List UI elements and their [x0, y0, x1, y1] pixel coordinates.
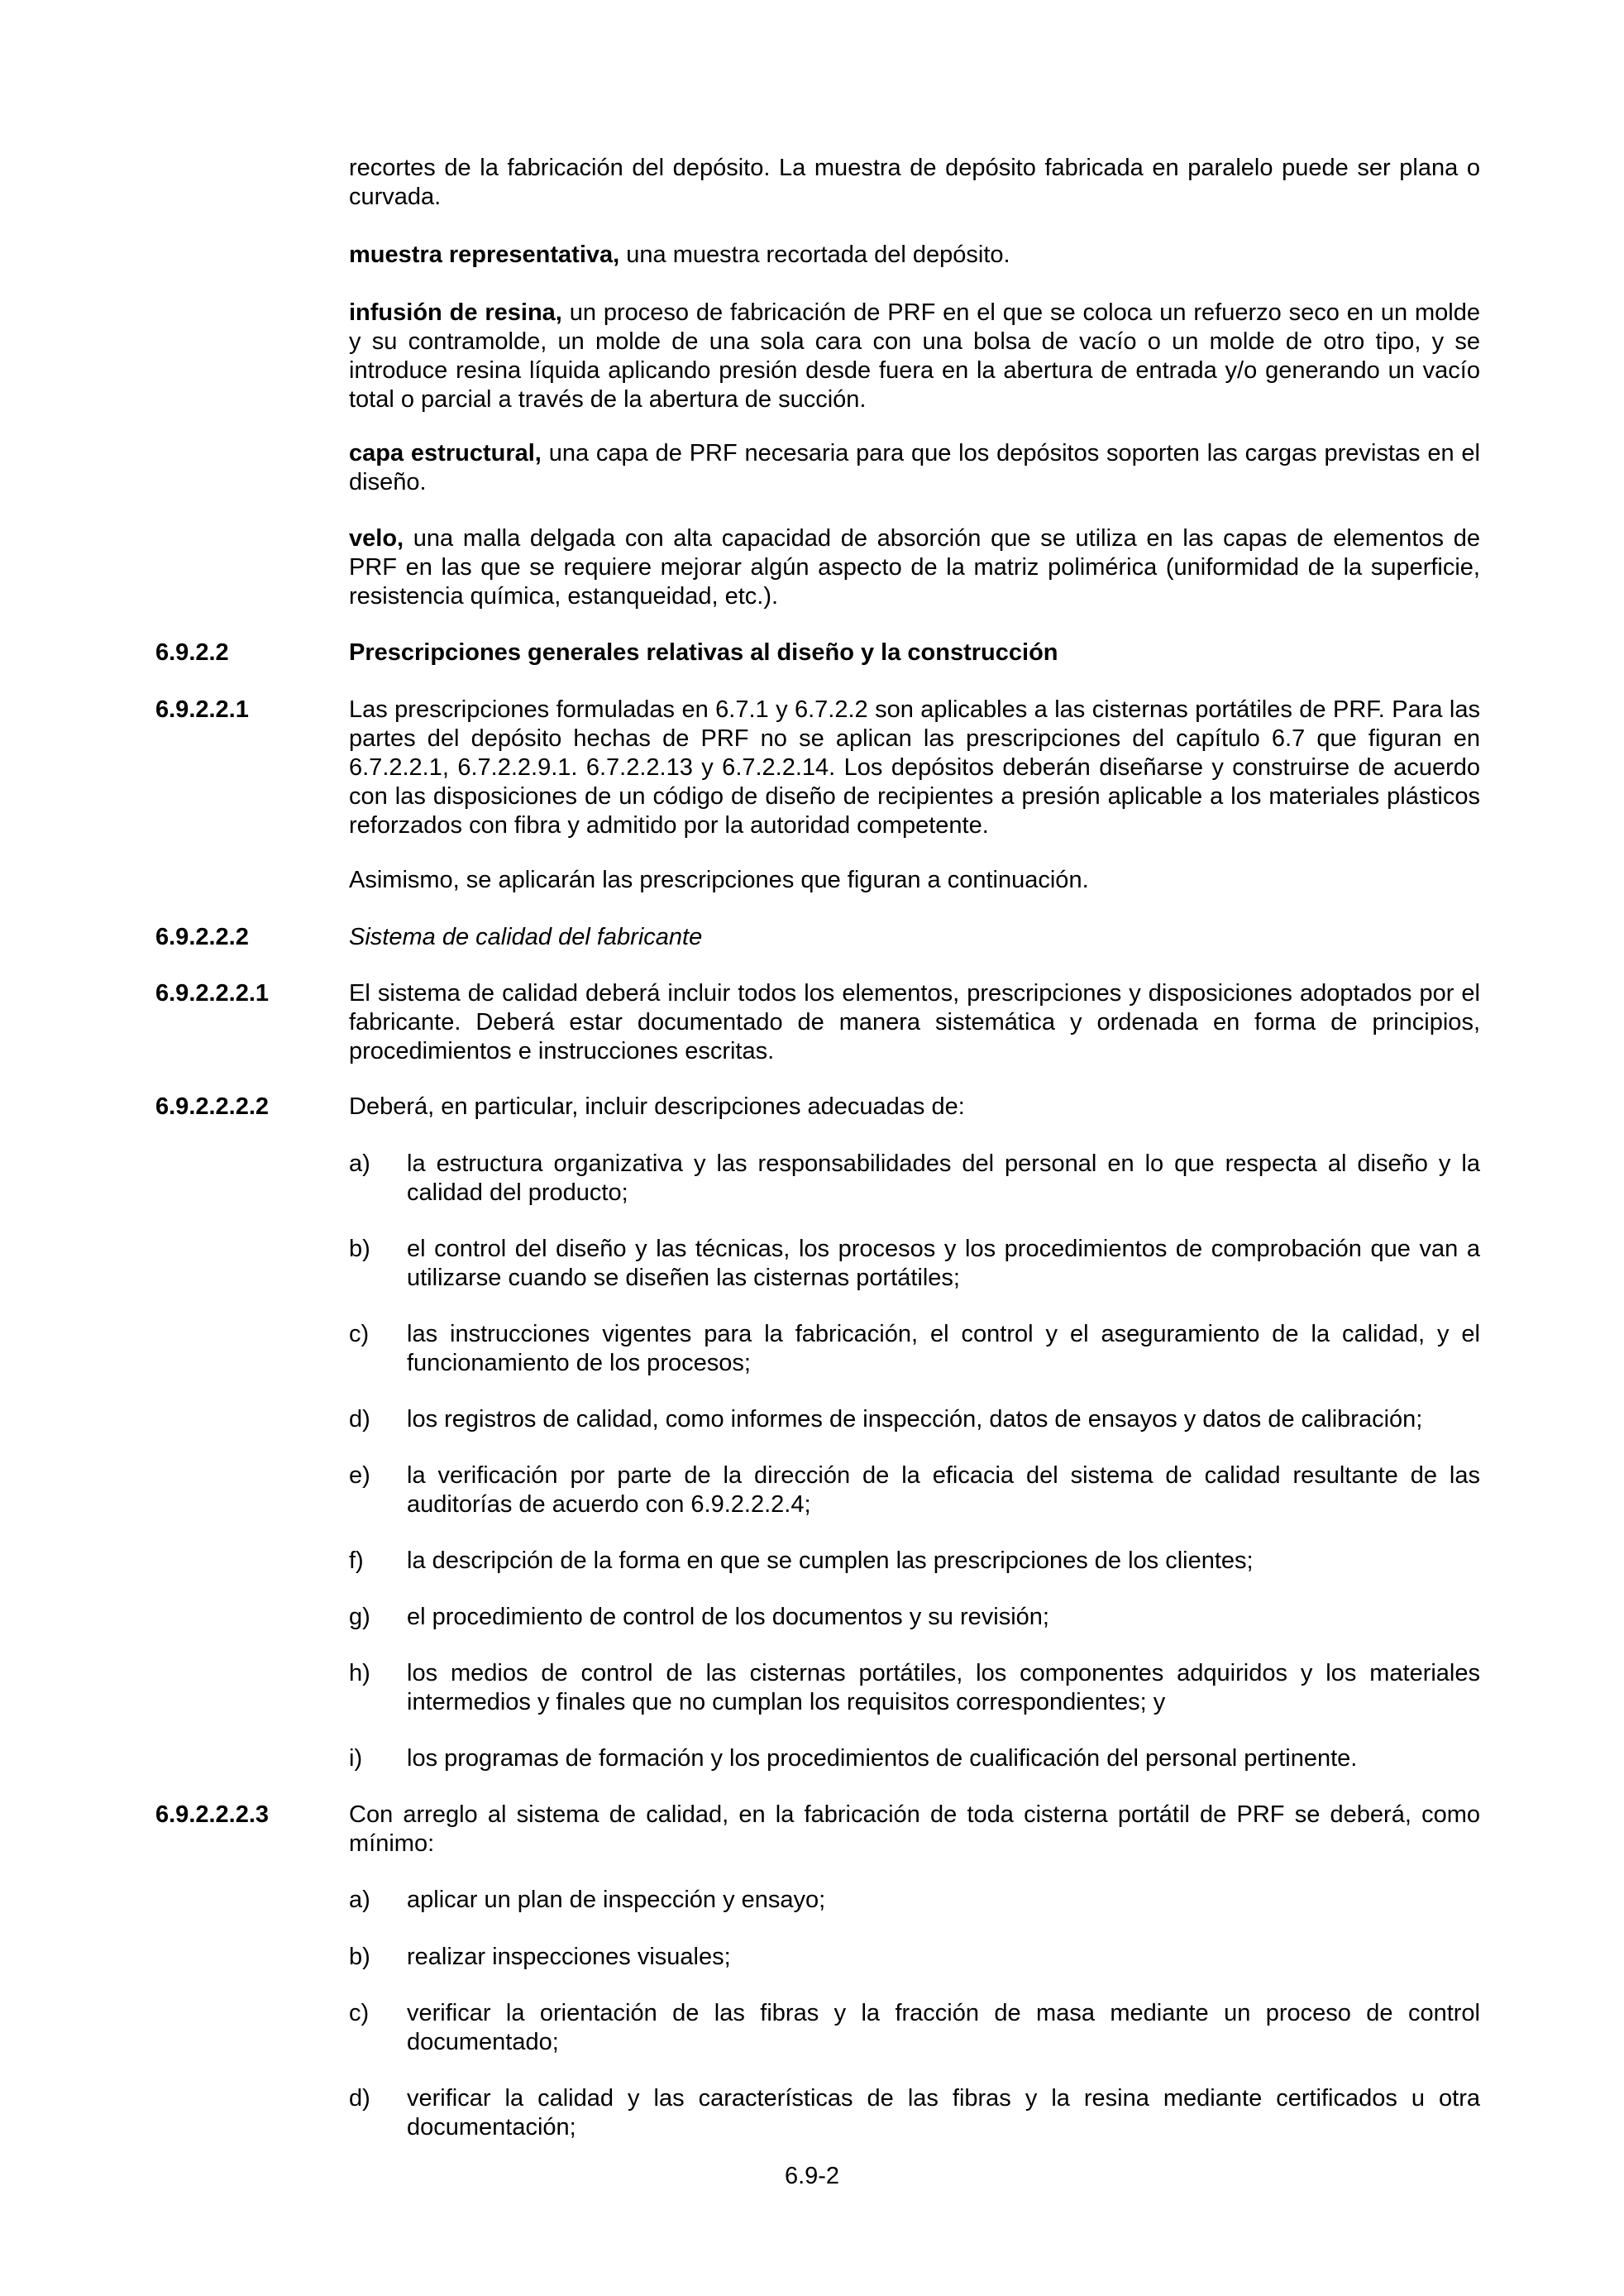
page-number: 6.9-2	[784, 2163, 840, 2189]
list-label: a)	[349, 1150, 370, 1177]
list-label: d)	[349, 2085, 370, 2112]
list-text: los registros de calidad, como informes de inspección, datos de ensayos y datos de calibración;	[407, 1406, 1423, 1433]
section-text: Con arreglo al sistema de calidad, en la fabricación de toda cisterna portátil de PRF se deberá, como mínimo:	[349, 1801, 1480, 1857]
section-text: El sistema de calidad deberá incluir todos los elementos, prescripciones y disposiciones adoptados por el fabricante. Deberá estar documentado de manera sistemática y ordenada en forma de principios, procedimientos e instrucciones escritas.	[349, 980, 1480, 1064]
section-text: Las prescripciones formuladas en 6.7.1 y 6.7.2.2 son aplicables a las cisternas portátiles de PRF. Para las partes del depósito hechas de PRF no se aplican las prescripciones del capítulo 6.7 que figuran en 6.7.2.2.1, 6.7.2.2.9.1. 6.7.2.2.13 y 6.7.2.2.14. Los depósitos deberán diseñarse y construirse de acuerdo con las disposiciones de un código de diseño de recipientes a presión aplicable a los materiales plásticos reforzados con fibra y admitido por la autoridad competente.	[349, 696, 1480, 839]
list-label: g)	[349, 1604, 370, 1630]
list-text: los medios de control de las cisternas portátiles, los componentes adquiridos y los materiales intermedios y finales que no cumplan los requisitos correspondientes; y	[407, 1660, 1480, 1715]
section-number: 6.9.2.2.2	[155, 924, 249, 950]
list-label: a)	[349, 1887, 370, 1913]
section-6-9-2-2-1-continuation: Asimismo, se aplicarán las prescripciones que figuran a continuación.	[349, 867, 1089, 893]
list-text: aplicar un plan de inspección y ensayo;	[407, 1887, 826, 1913]
term: muestra representativa,	[349, 242, 620, 268]
section-number: 6.9.2.2.2.1	[155, 980, 270, 1007]
list-text: los programas de formación y los procedimientos de cualificación del personal pertinente.	[407, 1745, 1358, 1772]
section-title: Sistema de calidad del fabricante	[349, 924, 703, 950]
list-label: i)	[349, 1745, 363, 1772]
list-label: c)	[349, 1321, 370, 1347]
list-text: realizar inspecciones visuales;	[407, 1944, 731, 1970]
list-label: h)	[349, 1660, 370, 1686]
definition-velo: velo, una malla delgada con alta capacidad de absorción que se utiliza en las capas de elementos de PRF en las que se requiere mejorar algún aspecto de la matriz polimérica (uniformidad de la superficie, resistencia química, estanqueidad, etc.).	[349, 525, 1480, 610]
list-label: b)	[349, 1944, 370, 1970]
list-label: d)	[349, 1406, 370, 1433]
list-text: el procedimiento de control de los documentos y su revisión;	[407, 1604, 1049, 1630]
list-text: el control del diseño y las técnicas, los procesos y los procedimientos de comprobación que van a utilizarse cuando se diseñen las cisternas portátiles;	[407, 1236, 1480, 1291]
term: velo,	[349, 525, 404, 552]
list-text: las instrucciones vigentes para la fabricación, el control y el aseguramiento de la calidad, y el funcionamiento de los procesos;	[407, 1321, 1480, 1376]
section-title: Prescripciones generales relativas al diseño y la construcción	[349, 639, 1058, 666]
section-text: Deberá, en particular, incluir descripciones adecuadas de:	[349, 1093, 965, 1120]
list-text: verificar la calidad y las características de las fibras y la resina mediante certificados u otra documentación;	[407, 2085, 1480, 2141]
list-label: b)	[349, 1236, 370, 1262]
term: infusión de resina,	[349, 299, 562, 326]
list-label: c)	[349, 2000, 370, 2026]
definition-infusion-de-resina: infusión de resina, un proceso de fabricación de PRF en el que se coloca un refuerzo seco en un molde y su contramolde, un molde de una sola cara con una bolsa de vacío o un molde de otro tipo, y se introduce resina líquida aplicando presión desde fuera en la abertura de entrada y/o generando un vacío total o parcial a través de la abertura de succión.	[349, 299, 1480, 413]
list-label: e)	[349, 1462, 370, 1489]
definition-muestra-representativa: muestra representativa, una muestra recortada del depósito.	[349, 242, 1010, 268]
section-number: 6.9.2.2.2.2	[155, 1093, 270, 1120]
list-label: f)	[349, 1547, 364, 1574]
list-text: la estructura organizativa y las responsabilidades del personal en lo que respecta al diseño y la calidad del producto;	[407, 1150, 1480, 1206]
term: capa estructural,	[349, 440, 542, 466]
list-text: la descripción de la forma en que se cumplen las prescripciones de los clientes;	[407, 1547, 1254, 1574]
definition-paragraph: recortes de la fabricación del depósito. La muestra de depósito fabricada en paralelo puede ser plana o curvada.	[349, 155, 1480, 210]
section-number: 6.9.2.2.1	[155, 696, 249, 723]
list-text: la verificación por parte de la dirección de la eficacia del sistema de calidad resultante de las auditorías de acuerdo con 6.9.2.2.2.4;	[407, 1462, 1480, 1518]
definition-capa-estructural: capa estructural, una capa de PRF necesaria para que los depósitos soporten las cargas previstas en el diseño.	[349, 440, 1480, 495]
list-text: verificar la orientación de las fibras y la fracción de masa mediante un proceso de control documentado;	[407, 2000, 1480, 2055]
section-number: 6.9.2.2	[155, 639, 229, 666]
section-number: 6.9.2.2.2.3	[155, 1801, 270, 1828]
